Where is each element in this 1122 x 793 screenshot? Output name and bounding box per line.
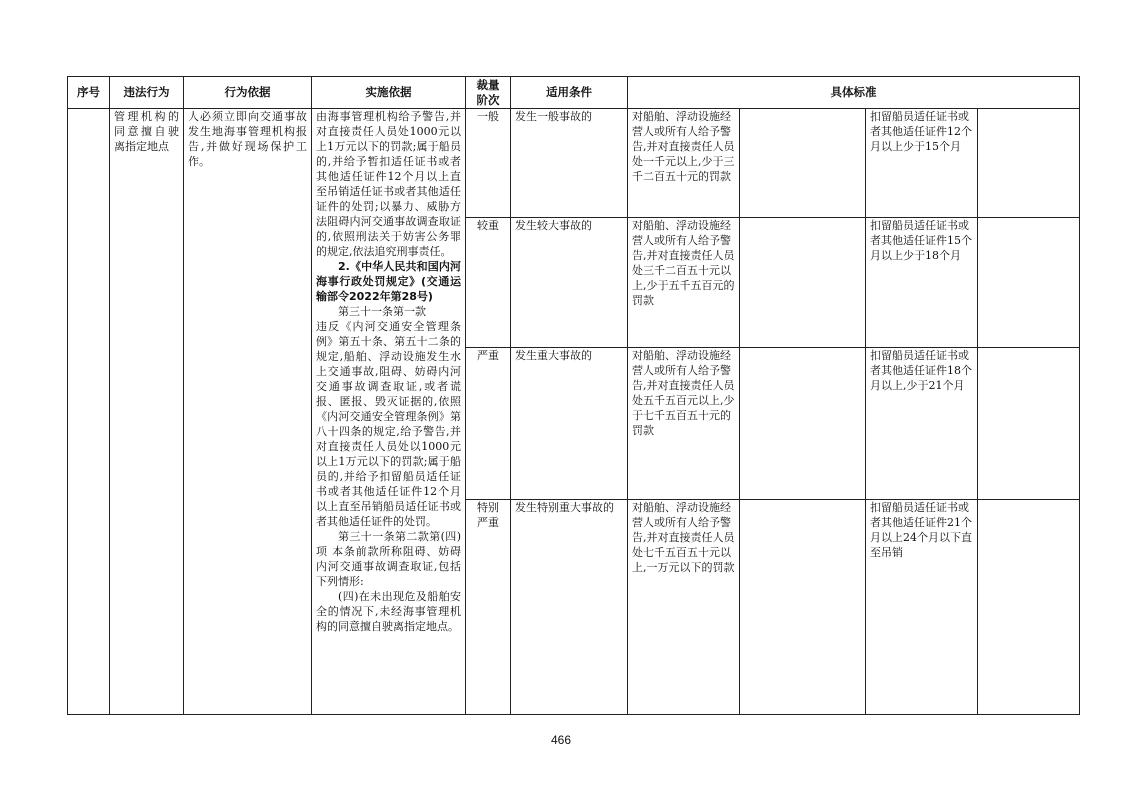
implementation-cell <box>312 109 466 715</box>
blank-cell <box>740 109 866 218</box>
certificate-standard-cell: 扣留船员适任证书或者其他适任证件12个月以上少于15个月 <box>866 109 978 218</box>
fine-standard-cell: 对船舶、浮动设施经营人或所有人给予警告,并对直接责任人员处三千二百五十元以上,少于五千五百元的罚款 <box>628 218 740 348</box>
certificate-standard-cell: 扣留船员适任证书或者其他适任证件18个月以上,少于21个月 <box>866 348 978 500</box>
header-seq: 序号 <box>68 77 110 109</box>
level-cell: 一般 <box>466 109 511 218</box>
blank-cell <box>978 109 1080 218</box>
header-violation: 违法行为 <box>110 77 184 109</box>
condition-cell: 发生重大事故的 <box>511 348 628 500</box>
fine-standard-cell: 对船舶、浮动设施经营人或所有人给予警告,并对直接责任人员处一千元以上,少于三千二百五十元的罚款 <box>628 109 740 218</box>
certificate-standard-cell: 扣留船员适任证书或者其他适任证件21个月以上24个月以下直至吊销 <box>866 500 978 715</box>
header-condition: 适用条件 <box>511 77 628 109</box>
table-header-row <box>68 77 1080 109</box>
level-text: 特别严重 <box>477 501 499 529</box>
page-number: 466 <box>550 733 572 747</box>
condition-cell: 发生较大事故的 <box>511 218 628 348</box>
fine-standard-cell: 对船舶、浮动设施经营人或所有人给予警告,并对直接责任人员处七千五百五十元以上,一万元以下的罚款 <box>628 500 740 715</box>
impl-article-heading: 第三十一条第一款 <box>338 305 426 318</box>
fine-standard-cell: 对船舶、浮动设施经营人或所有人给予警告,并对直接责任人员处五千五百元以上,少于七千五百五十元的罚款 <box>628 348 740 500</box>
header-level-text: 裁量阶次 <box>476 77 500 107</box>
condition-cell: 发生一般事故的 <box>511 109 628 218</box>
blank-cell <box>978 348 1080 500</box>
impl-paragraph: 由海事管理机构给予警告,并对直接责任人员处1000元以上1万元以下的罚款;属于船员的,并给予暂扣适任证书或者其他适任证件12个月以上直至吊销适任证书或者其他适任证件的处罚;以暴力、威胁方法阻碍内河交通事故调查取证的,依照刑法关于妨害公务罪的规定,依法追究刑事责任。 <box>316 110 461 258</box>
blank-cell <box>740 218 866 348</box>
impl-paragraph: (四)在未出现危及船舶安全的情况下,未经海事管理机构的同意擅自驶离指定地点。 <box>316 590 461 633</box>
blank-cell <box>978 500 1080 715</box>
header-standard: 具体标准 <box>628 77 1080 109</box>
header-implementation: 实施依据 <box>312 77 466 109</box>
level-cell: 严重 <box>466 348 511 500</box>
seq-cell <box>68 109 110 715</box>
level-cell: 较重 <box>466 218 511 348</box>
header-level <box>466 77 511 109</box>
violation-cell: 管理机构的同意擅自驶离指定地点 <box>110 109 184 715</box>
blank-cell <box>740 348 866 500</box>
basis-cell: 人必须立即向交通事故发生地海事管理机构报告,并做好现场保护工作。 <box>184 109 312 715</box>
impl-regulation-title: 2.《中华人民共和国内河海事行政处罚规定》(交通运输部令2022年第28号) <box>316 260 461 303</box>
blank-cell <box>978 218 1080 348</box>
blank-cell <box>740 500 866 715</box>
impl-paragraph: 第三十一条第二款第(四)项 本条前款所称阻碍、妨碍内河交通事故调查取证,包括下列情形: <box>316 530 461 588</box>
table-row <box>68 109 1080 218</box>
header-basis: 行为依据 <box>184 77 312 109</box>
impl-paragraph: 违反《内河交通安全管理条例》第五十条、第五十二条的规定,船舶、浮动设施发生水上交通事故,阻碍、妨碍内河交通事故调查取证,或者谎报、匿报、毁灭证据的,依照《内河交通安全管理条例》第八十四条的规定,给予警告,并对直接责任人员处以1000元以上1万元以下的罚款;属于船员的,并给予扣留船员适任证书或者其他适任证件12个月以上直至吊销船员适任证书或者其他适任证件的处罚。 <box>316 320 461 528</box>
level-cell <box>466 500 511 715</box>
condition-cell: 发生特别重大事故的 <box>511 500 628 715</box>
certificate-standard-cell: 扣留船员适任证书或者其他适任证件15个月以上少于18个月 <box>866 218 978 348</box>
penalty-standard-table <box>67 76 1080 715</box>
